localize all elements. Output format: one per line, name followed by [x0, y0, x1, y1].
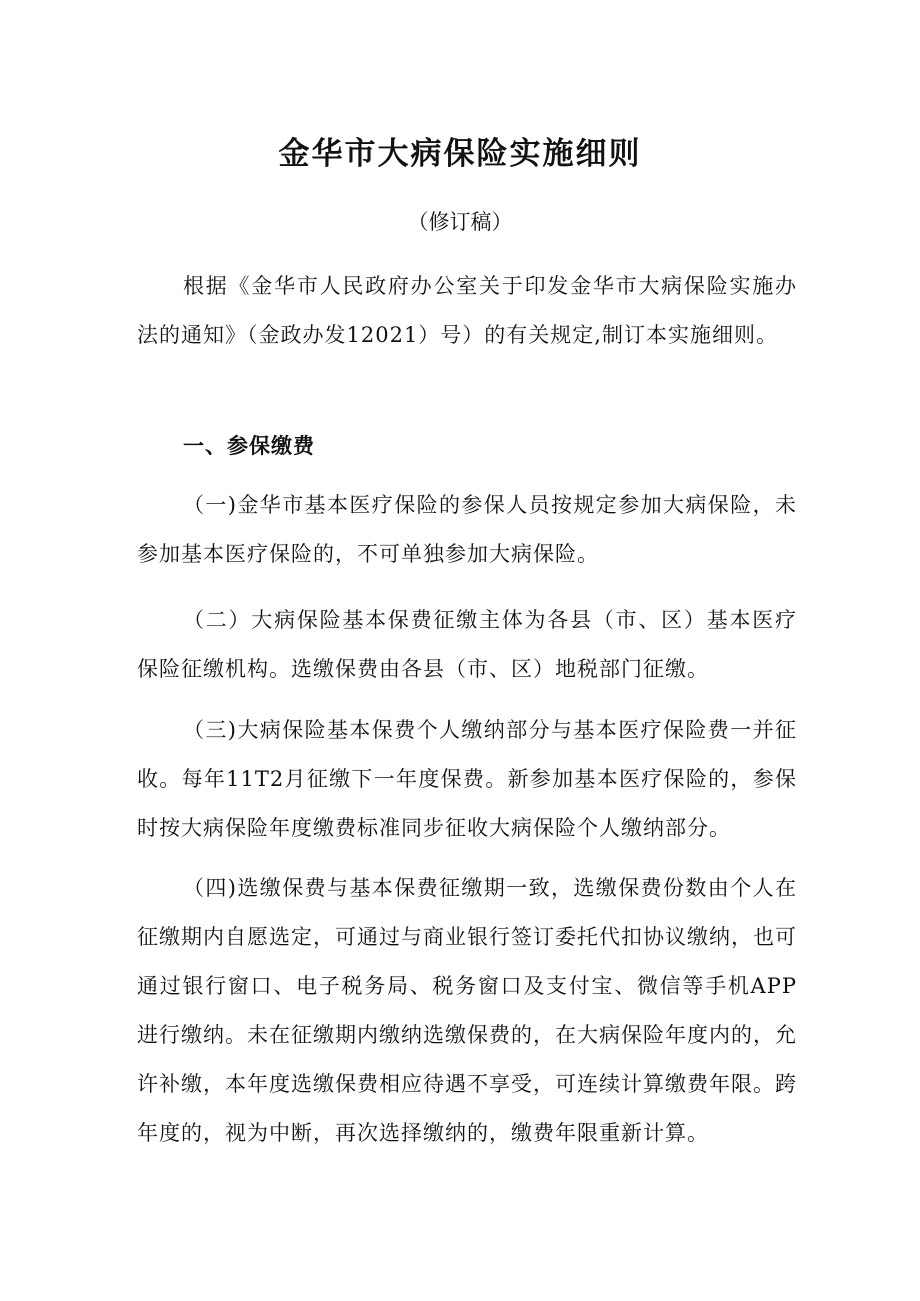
clause-paragraph-2: （二）大病保险基本保费征缴主体为各县（市、区）基本医疗保险征缴机构。选缴保费由各县（市、区）地税部门征缴。 [137, 608, 797, 681]
clause-paragraph-3: （三)大病保险基本保费个人缴纳部分与基本医疗保险费一并征收。每年11T2月征缴下一年度保费。新参加基本医疗保险的，参保时按大病保险年度缴费标准同步征收大病保险个人缴纳部分。 [137, 718, 797, 840]
intro-paragraph: 根据《金华市人民政府办公室关于印发金华市大病保险实施办法的通知》（金政办发12021）号）的有关规定,制订本实施细则。 [137, 274, 797, 347]
document-title: 金华市大病保险实施细则 [278, 136, 642, 172]
document-subtitle: （修订稿） [407, 210, 513, 234]
clause-paragraph-1: （一)金华市基本医疗保险的参保人员按规定参加大病保险，未参加基本医疗保险的，不可单独参加大病保险。 [137, 493, 797, 566]
clause-paragraph-4: （四)选缴保费与基本保费征缴期一致，选缴保费份数由个人在征缴期内自愿选定，可通过与商业银行签订委托代扣协议缴纳，也可通过银行窗口、电子税务局、税务窗口及支付宝、微信等手机APP进行缴纳。未在征缴期内缴纳选缴保费的，在大病保险年度内的，允许补缴，本年度选缴保费相应待遇不享受，可连续计算缴费年限。跨年度的，视为中断，再次选择缴纳的，缴费年限重新计算。 [137, 876, 797, 1145]
section-heading: 一、参保缴费 [183, 434, 315, 458]
